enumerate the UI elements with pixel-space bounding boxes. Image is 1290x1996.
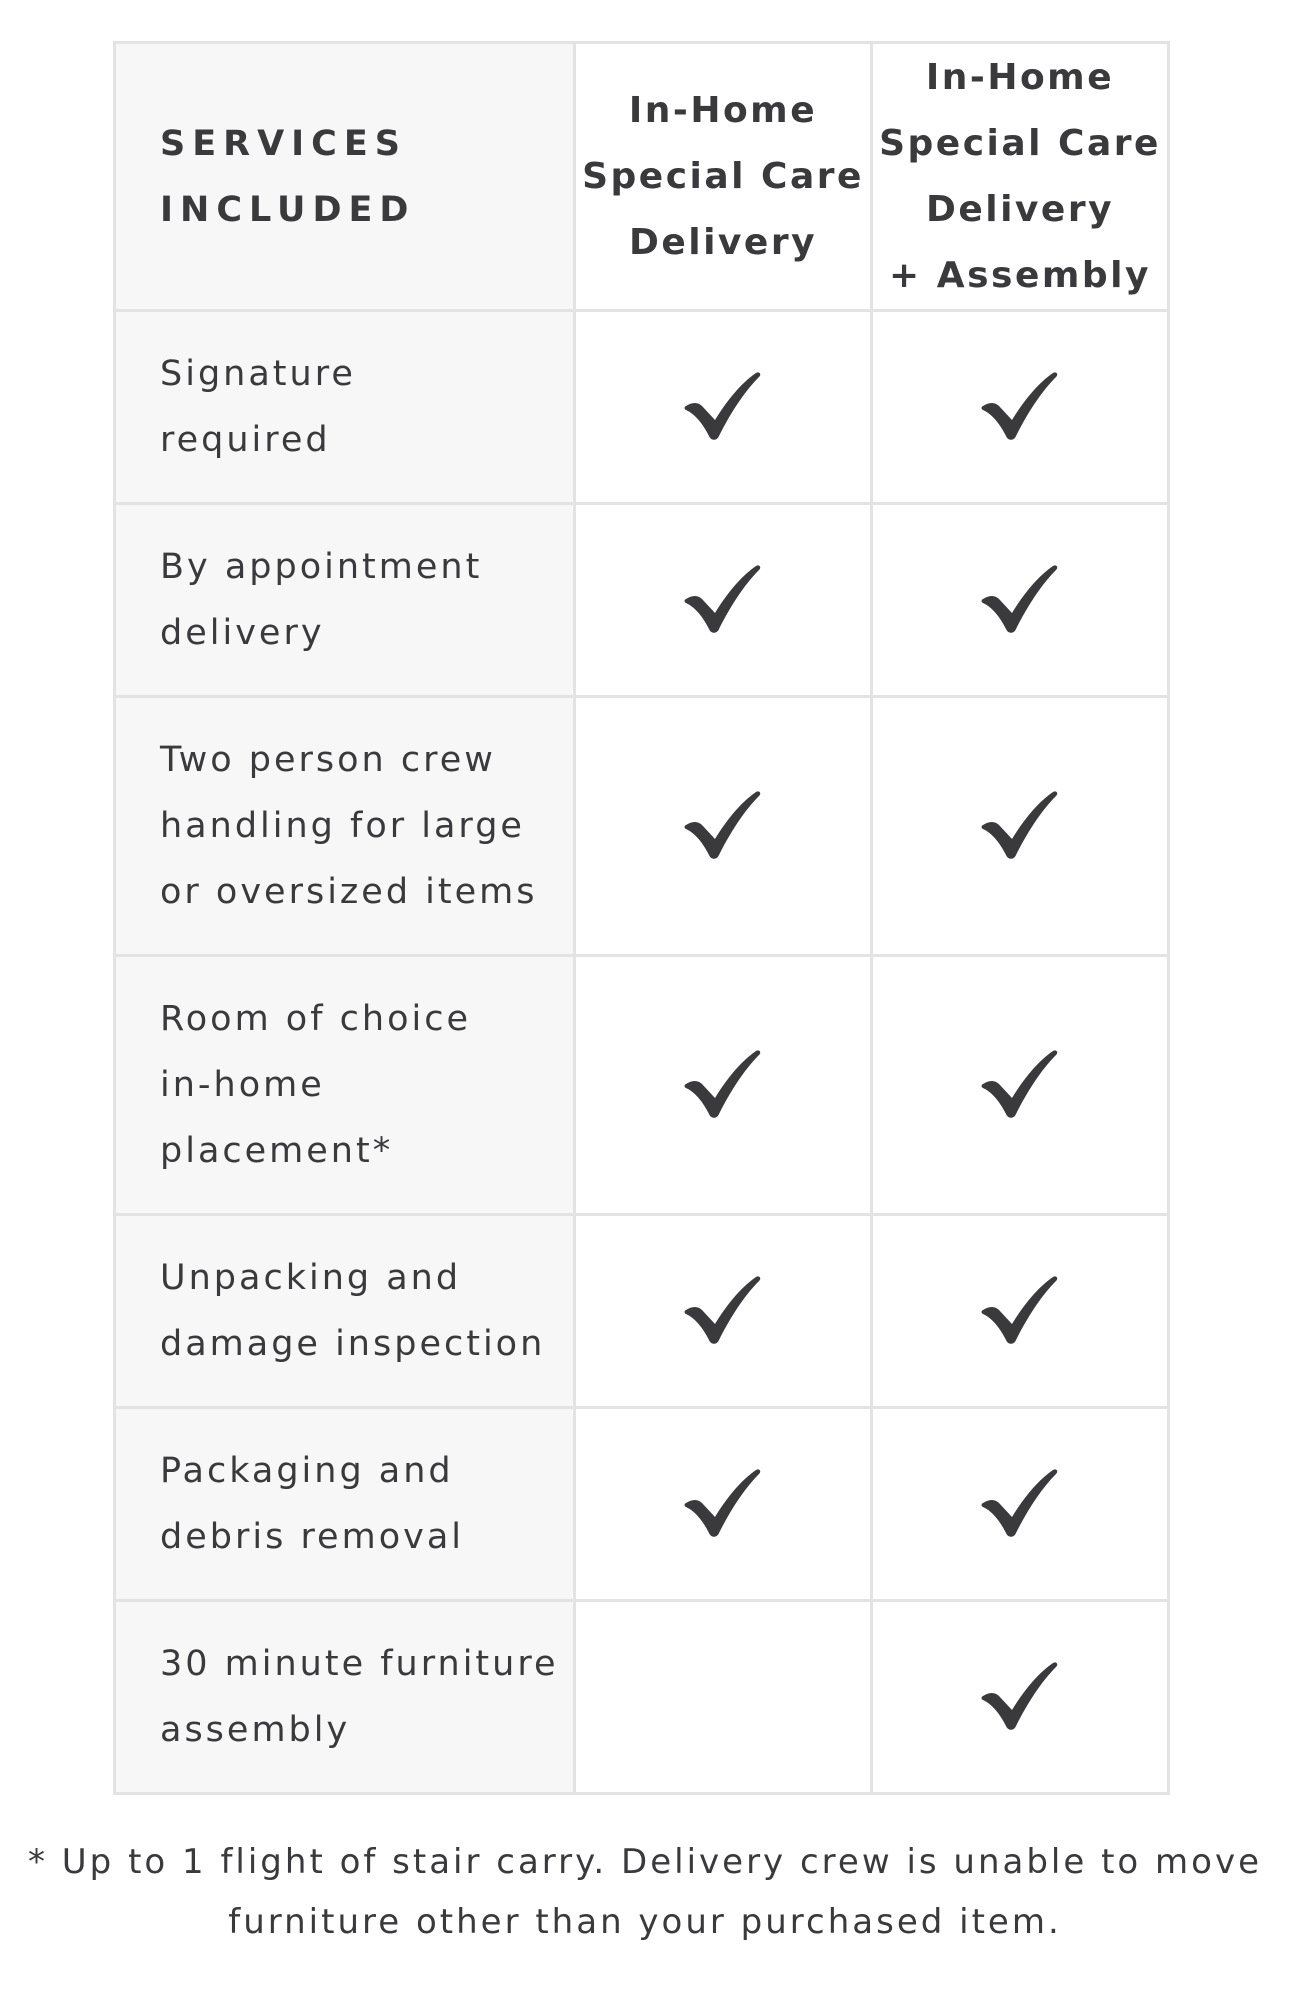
service-label: Unpacking and damage inspection bbox=[160, 1258, 546, 1364]
service-cell bbox=[115, 1601, 575, 1794]
service-label: 30 minute furniture assembly bbox=[160, 1644, 559, 1750]
service-label: Two person crew handling for large or oversized items bbox=[160, 740, 538, 912]
service-label: Signature required bbox=[160, 354, 356, 460]
service-cell bbox=[115, 1408, 575, 1601]
check-icon bbox=[684, 565, 762, 635]
delivery-check-cell bbox=[575, 956, 872, 1215]
check-icon bbox=[684, 372, 762, 442]
plan-header-delivery-assembly bbox=[872, 43, 1169, 311]
table-row bbox=[115, 504, 1169, 697]
check-icon bbox=[684, 1276, 762, 1346]
service-label: Packaging and debris removal bbox=[160, 1451, 464, 1557]
table-row bbox=[115, 311, 1169, 504]
delivery-check-cell bbox=[575, 311, 872, 504]
service-cell bbox=[115, 504, 575, 697]
delivery-assembly-check-cell bbox=[872, 504, 1169, 697]
footnote: * Up to 1 flight of stair carry. Delivery crew is unable to move furniture other than your purchased item. bbox=[27, 1842, 1262, 1942]
table-row bbox=[115, 1601, 1169, 1794]
check-icon bbox=[981, 372, 1059, 442]
services-included-header bbox=[115, 43, 575, 311]
plan-header-delivery bbox=[575, 43, 872, 311]
delivery-assembly-check-cell bbox=[872, 1601, 1169, 1794]
service-cell bbox=[115, 1215, 575, 1408]
table-body bbox=[115, 311, 1169, 1794]
services-included-label: SERVICES INCLUDED bbox=[160, 123, 416, 230]
check-icon bbox=[981, 1662, 1059, 1732]
delivery-check-cell bbox=[575, 504, 872, 697]
delivery-assembly-check-cell bbox=[872, 1215, 1169, 1408]
check-icon bbox=[684, 791, 762, 861]
service-cell bbox=[115, 311, 575, 504]
check-icon bbox=[981, 565, 1059, 635]
delivery-assembly-check-cell bbox=[872, 956, 1169, 1215]
check-icon bbox=[684, 1050, 762, 1120]
plan-header-label: In-Home Special Care Delivery + Assembly bbox=[879, 56, 1161, 296]
service-cell bbox=[115, 956, 575, 1215]
service-label: Room of choice in-home placement* bbox=[160, 999, 471, 1171]
table-row bbox=[115, 956, 1169, 1215]
table-row bbox=[115, 1408, 1169, 1601]
table-row bbox=[115, 697, 1169, 956]
delivery-check-cell bbox=[575, 1601, 872, 1794]
delivery-assembly-check-cell bbox=[872, 697, 1169, 956]
service-label: By appointment delivery bbox=[160, 547, 483, 653]
delivery-check-cell bbox=[575, 697, 872, 956]
delivery-assembly-check-cell bbox=[872, 311, 1169, 504]
check-icon bbox=[981, 1276, 1059, 1346]
check-icon bbox=[981, 791, 1059, 861]
check-icon bbox=[981, 1469, 1059, 1539]
check-icon bbox=[981, 1050, 1059, 1120]
delivery-check-cell bbox=[575, 1408, 872, 1601]
delivery-assembly-check-cell bbox=[872, 1408, 1169, 1601]
table-header-row bbox=[115, 43, 1169, 311]
delivery-check-cell bbox=[575, 1215, 872, 1408]
service-cell bbox=[115, 697, 575, 956]
check-icon bbox=[684, 1469, 762, 1539]
services-comparison-table bbox=[113, 41, 1170, 1795]
plan-header-label: In-Home Special Care Delivery bbox=[582, 89, 864, 263]
table-row bbox=[115, 1215, 1169, 1408]
